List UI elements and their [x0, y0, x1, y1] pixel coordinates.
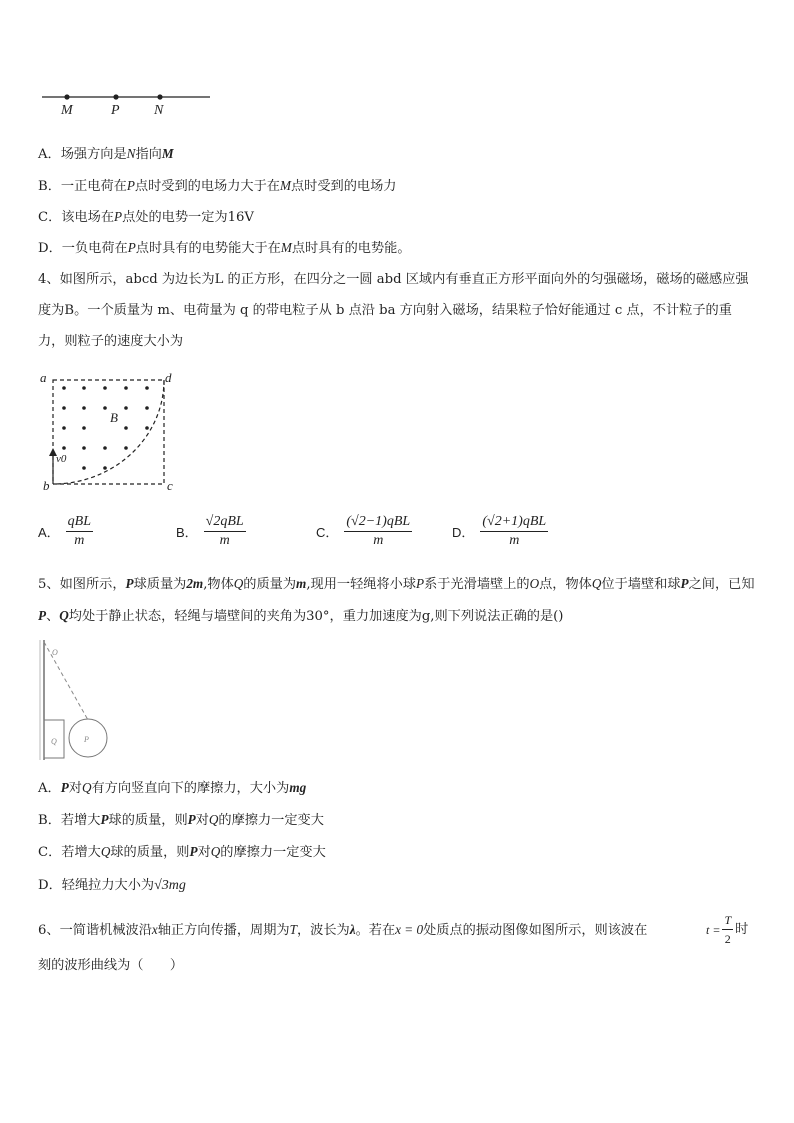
q5-option-b: B．若增大P球的质量，则P对Q的摩擦力一定变大: [38, 812, 324, 828]
label-p: P: [84, 735, 89, 744]
q3-option-b: B．一正电荷在P点时受到的电场力大于在M点时受到的电场力: [38, 178, 397, 194]
label-o: O: [52, 648, 58, 657]
q5-option-a: A．P对Q有方向竖直向下的摩擦力，大小为mg: [38, 780, 307, 796]
q5-wall-ball-figure: [36, 638, 116, 766]
q4-option-d: D． $\frac{\text{(√2+1)qBL}}{m}$: [452, 514, 547, 548]
q5-stem: 5、如图所示，P球质量为2m,物体Q的质量为m,现用一轻绳将小球P系于光滑墙壁上的O点，物体Q位于墙壁和球P之间，已知P、Q均处于静止状态，轻绳与墙壁间的夹角为30°，重力加速度为g,则下列说法正确的是(): [38, 576, 755, 624]
q3-option-c: C．该电场在P点处的电势一定为16V: [38, 209, 254, 225]
q5-option-c: C．若增大Q球的质量，则P对Q的摩擦力一定变大: [38, 844, 326, 860]
q4-option-b: B． $\frac{\text{√2qBL}}{m}$: [176, 514, 244, 548]
q3-option-a: A．场强方向是N指向M: [38, 146, 174, 162]
label-field-b: B: [110, 410, 118, 425]
label-v0: v0: [56, 453, 67, 465]
q4-option-c: C． $\frac{\text{(√2−1)qBL}}{m}$: [316, 514, 411, 548]
label-a: a: [40, 370, 47, 385]
q4-magnetic-field-figure: [36, 366, 181, 494]
q4-stem: 4、如图所示，abcd 为边长为L 的正方形，在四分之一圆 abd 区域内有垂直正方形平面向外的匀强磁场，磁场的磁感应强度为B。一个质量为 m、电荷量为 q 的带电粒子从 b 点沿 ba 方向射入磁场，结果粒子恰好能通过 c 点，不计粒子的重力，则粒子的速度大小为: [38, 272, 749, 349]
q3-points-figure: [40, 86, 215, 118]
q5-option-d: D．轻绳拉力大小为√3mg: [38, 878, 186, 893]
label-c: c: [167, 478, 173, 493]
label-p: P: [111, 103, 120, 118]
label-b: b: [43, 478, 50, 493]
label-q: Q: [51, 737, 57, 746]
label-d: d: [165, 370, 172, 385]
q4-option-a: A． $\frac{\text{qBL}}{m}$: [38, 514, 92, 548]
label-m: M: [61, 103, 73, 118]
q6-stem: 6、一简谐机械波沿x轴正方向传播，周期为T，波长为λ。若在x = 0处质点的振动图像如图所示，则该波在 t = $\frac{T}{2}$ 时 刻的波形曲线为（ ）: [38, 913, 749, 973]
label-n: N: [154, 103, 164, 118]
q3-option-d: D．一负电荷在P点时具有的电势能大于在M点时具有的电势能。: [38, 240, 411, 256]
